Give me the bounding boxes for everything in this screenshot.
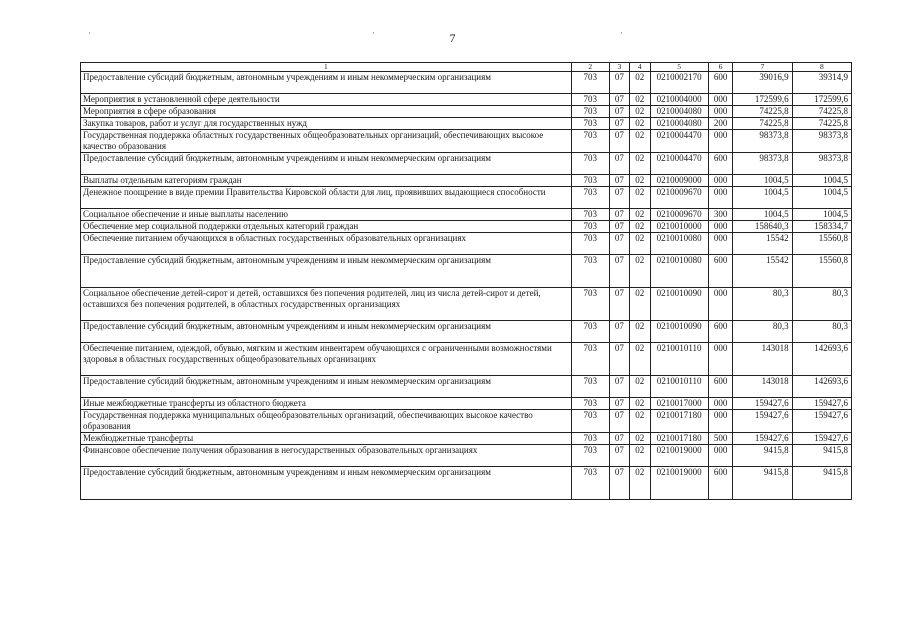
- row-code-ministry: 703: [571, 94, 609, 106]
- row-code-target: 0210004080: [650, 106, 708, 118]
- row-amount-col8: 15560,8: [792, 255, 851, 288]
- row-code-target: 0210010090: [650, 321, 708, 343]
- row-amount-col8: 159427,6: [792, 410, 851, 433]
- row-amount-col8: 158334,7: [792, 221, 851, 233]
- row-code-ministry: 703: [571, 221, 609, 233]
- row-amount-col8: 98373,8: [792, 153, 851, 175]
- row-code-target: 0210004000: [650, 94, 708, 106]
- row-code-expense-type: 000: [708, 175, 733, 187]
- row-code-target: 0210019000: [650, 467, 708, 500]
- row-code-target: 0210017180: [650, 433, 708, 445]
- row-name: Денежное поощрение в виде премии Правительства Кировской области для лиц, проявивших выдающиеся способности: [81, 187, 572, 209]
- table-row: [81, 221, 852, 233]
- table-row: [81, 376, 852, 398]
- table-row: [81, 467, 852, 500]
- row-code-expense-type: 000: [708, 130, 733, 153]
- row-code-expense-type: 000: [708, 398, 733, 410]
- row-code-target: 0210010080: [650, 233, 708, 255]
- row-amount-col8: 9415,8: [792, 445, 851, 467]
- row-code-target: 0210009000: [650, 175, 708, 187]
- scan-speck: ·: [620, 28, 623, 38]
- column-header: 1: [81, 63, 572, 72]
- row-code-subsection: 02: [630, 433, 650, 445]
- table-row: [81, 288, 852, 321]
- row-amount-col7: 1004,5: [733, 175, 792, 187]
- row-code-section: 07: [609, 410, 629, 433]
- row-code-subsection: 02: [630, 175, 650, 187]
- row-code-section: 07: [609, 433, 629, 445]
- row-code-subsection: 02: [630, 72, 650, 94]
- table-row: [81, 445, 852, 467]
- row-code-ministry: 703: [571, 130, 609, 153]
- row-code-section: 07: [609, 445, 629, 467]
- row-amount-col7: 1004,5: [733, 209, 792, 221]
- row-amount-col8: 159427,6: [792, 398, 851, 410]
- row-name: Мероприятия в установленной сфере деятельности: [81, 94, 572, 106]
- row-name: Выплаты отдельным категориям граждан: [81, 175, 572, 187]
- row-name: Обеспечение питанием обучающихся в областных государственных образовательных организациях: [81, 233, 572, 255]
- row-amount-col7: 143018: [733, 343, 792, 376]
- column-header: 6: [708, 63, 733, 72]
- row-amount-col8: 98373,8: [792, 130, 851, 153]
- row-code-expense-type: 000: [708, 233, 733, 255]
- scan-speck: ·: [88, 28, 91, 38]
- row-amount-col8: 15560,8: [792, 233, 851, 255]
- row-amount-col8: 1004,5: [792, 175, 851, 187]
- column-header: 4: [630, 63, 650, 72]
- row-amount-col7: 15542: [733, 233, 792, 255]
- scan-speck: ·: [372, 28, 375, 38]
- row-code-subsection: 02: [630, 445, 650, 467]
- row-code-target: 0210017000: [650, 398, 708, 410]
- row-amount-col7: 98373,8: [733, 153, 792, 175]
- row-code-ministry: 703: [571, 72, 609, 94]
- row-code-section: 07: [609, 398, 629, 410]
- row-code-subsection: 02: [630, 343, 650, 376]
- table-row: [81, 321, 852, 343]
- row-code-target: 0210019000: [650, 445, 708, 467]
- table-body: [81, 72, 852, 500]
- row-code-expense-type: 000: [708, 410, 733, 433]
- row-code-subsection: 02: [630, 118, 650, 130]
- row-code-ministry: 703: [571, 153, 609, 175]
- row-code-subsection: 02: [630, 106, 650, 118]
- row-code-expense-type: 500: [708, 433, 733, 445]
- row-code-target: 0210010110: [650, 376, 708, 398]
- row-amount-col8: 80,3: [792, 321, 851, 343]
- row-code-section: 07: [609, 72, 629, 94]
- row-amount-col7: 172599,6: [733, 94, 792, 106]
- row-code-expense-type: 600: [708, 467, 733, 500]
- row-amount-col7: 159427,6: [733, 398, 792, 410]
- table-row: [81, 94, 852, 106]
- row-code-subsection: 02: [630, 398, 650, 410]
- row-code-target: 0210009670: [650, 209, 708, 221]
- row-code-ministry: 703: [571, 445, 609, 467]
- row-code-ministry: 703: [571, 233, 609, 255]
- row-code-ministry: 703: [571, 410, 609, 433]
- row-code-section: 07: [609, 321, 629, 343]
- row-code-expense-type: 600: [708, 153, 733, 175]
- row-code-section: 07: [609, 233, 629, 255]
- row-code-subsection: 02: [630, 255, 650, 288]
- row-code-ministry: 703: [571, 467, 609, 500]
- row-amount-col7: 9415,8: [733, 445, 792, 467]
- row-name: Обеспечение мер социальной поддержки отдельных категорий граждан: [81, 221, 572, 233]
- row-code-subsection: 02: [630, 233, 650, 255]
- row-code-section: 07: [609, 467, 629, 500]
- row-code-target: 0210010000: [650, 221, 708, 233]
- row-code-section: 07: [609, 343, 629, 376]
- row-code-subsection: 02: [630, 221, 650, 233]
- row-name: Мероприятия в сфере образования: [81, 106, 572, 118]
- row-code-subsection: 02: [630, 410, 650, 433]
- column-header: 3: [609, 63, 629, 72]
- row-name: Государственная поддержка областных государственных общеобразовательных организаций, обеспечивающих высокое качество образования: [81, 130, 572, 153]
- row-code-ministry: 703: [571, 175, 609, 187]
- row-code-subsection: 02: [630, 321, 650, 343]
- row-name: Предоставление субсидий бюджетным, автономным учреждениям и иным некоммерческим организациям: [81, 376, 572, 398]
- row-name: Предоставление субсидий бюджетным, автономным учреждениям и иным некоммерческим организациям: [81, 255, 572, 288]
- row-amount-col8: 9415,8: [792, 467, 851, 500]
- row-code-target: 0210010080: [650, 255, 708, 288]
- row-code-target: 0210010090: [650, 288, 708, 321]
- row-amount-col7: 80,3: [733, 321, 792, 343]
- row-code-target: 0210004470: [650, 153, 708, 175]
- table-row: [81, 255, 852, 288]
- row-amount-col8: 159427,6: [792, 433, 851, 445]
- column-header: 5: [650, 63, 708, 72]
- row-amount-col8: 80,3: [792, 288, 851, 321]
- row-code-target: 0210004470: [650, 130, 708, 153]
- row-amount-col7: 159427,6: [733, 433, 792, 445]
- row-code-expense-type: 000: [708, 288, 733, 321]
- row-code-subsection: 02: [630, 288, 650, 321]
- table-row: [81, 106, 852, 118]
- row-name: Социальное обеспечение детей-сирот и детей, оставшихся без попечения родителей, лиц из числа детей-сирот и детей, оставшихся без попечения родителей, в областных государственных организациях: [81, 288, 572, 321]
- row-code-target: 0210002170: [650, 72, 708, 94]
- row-code-target: 0210017180: [650, 410, 708, 433]
- budget-table: [80, 62, 852, 500]
- row-code-ministry: 703: [571, 433, 609, 445]
- row-code-section: 07: [609, 106, 629, 118]
- row-code-ministry: 703: [571, 209, 609, 221]
- row-code-target: 0210010110: [650, 343, 708, 376]
- table-row: [81, 343, 852, 376]
- row-code-subsection: 02: [630, 153, 650, 175]
- row-amount-col7: 143018: [733, 376, 792, 398]
- row-code-section: 07: [609, 255, 629, 288]
- row-code-section: 07: [609, 175, 629, 187]
- row-code-expense-type: 200: [708, 118, 733, 130]
- row-amount-col7: 74225,8: [733, 106, 792, 118]
- row-code-target: 0210009670: [650, 187, 708, 209]
- row-code-ministry: 703: [571, 288, 609, 321]
- table-row: [81, 118, 852, 130]
- row-name: Предоставление субсидий бюджетным, автономным учреждениям и иным некоммерческим организациям: [81, 72, 572, 94]
- row-name: Межбюджетные трансферты: [81, 433, 572, 445]
- row-amount-col7: 39016,9: [733, 72, 792, 94]
- row-amount-col7: 1004,5: [733, 187, 792, 209]
- row-code-expense-type: 300: [708, 209, 733, 221]
- row-name: Предоставление субсидий бюджетным, автономным учреждениям и иным некоммерческим организациям: [81, 467, 572, 500]
- row-name: Иные межбюджетные трансферты из областного бюджета: [81, 398, 572, 410]
- row-code-subsection: 02: [630, 209, 650, 221]
- row-name: Обеспечение питанием, одеждой, обувью, мягким и жестким инвентарем обучающихся с ограниченными возможностями здоровья в областных государственных общеобразовательных организациях: [81, 343, 572, 376]
- row-code-subsection: 02: [630, 187, 650, 209]
- table-row: [81, 153, 852, 175]
- row-amount-col7: 9415,8: [733, 467, 792, 500]
- row-amount-col8: 74225,8: [792, 118, 851, 130]
- row-amount-col8: 142693,6: [792, 376, 851, 398]
- row-name: Финансовое обеспечение получения образования в негосударственных образовательных организациях: [81, 445, 572, 467]
- table-row: [81, 209, 852, 221]
- row-code-ministry: 703: [571, 343, 609, 376]
- row-code-section: 07: [609, 221, 629, 233]
- row-code-expense-type: 600: [708, 255, 733, 288]
- row-code-subsection: 02: [630, 467, 650, 500]
- row-code-ministry: 703: [571, 255, 609, 288]
- row-name: Социальное обеспечение и иные выплаты населению: [81, 209, 572, 221]
- column-header: 8: [792, 63, 851, 72]
- row-code-subsection: 02: [630, 376, 650, 398]
- table-row: [81, 130, 852, 153]
- row-code-expense-type: 000: [708, 445, 733, 467]
- row-amount-col7: 98373,8: [733, 130, 792, 153]
- row-code-expense-type: 000: [708, 221, 733, 233]
- table-row: [81, 72, 852, 94]
- row-code-ministry: 703: [571, 321, 609, 343]
- row-code-subsection: 02: [630, 94, 650, 106]
- row-code-section: 07: [609, 118, 629, 130]
- row-name: Закупка товаров, работ и услуг для государственных нужд: [81, 118, 572, 130]
- row-amount-col7: 159427,6: [733, 410, 792, 433]
- row-amount-col7: 80,3: [733, 288, 792, 321]
- page-number: 7: [449, 31, 456, 45]
- row-amount-col8: 1004,5: [792, 209, 851, 221]
- column-header: 7: [733, 63, 792, 72]
- row-code-section: 07: [609, 209, 629, 221]
- row-code-expense-type: 600: [708, 321, 733, 343]
- row-name: Предоставление субсидий бюджетным, автономным учреждениям и иным некоммерческим организациям: [81, 321, 572, 343]
- row-code-expense-type: 000: [708, 343, 733, 376]
- table-row: [81, 233, 852, 255]
- row-code-target: 0210004080: [650, 118, 708, 130]
- column-header: 2: [571, 63, 609, 72]
- row-amount-col8: 172599,6: [792, 94, 851, 106]
- row-code-ministry: 703: [571, 398, 609, 410]
- row-code-section: 07: [609, 288, 629, 321]
- row-code-section: 07: [609, 153, 629, 175]
- table-row: [81, 433, 852, 445]
- table-row: [81, 410, 852, 433]
- row-name: Предоставление субсидий бюджетным, автономным учреждениям и иным некоммерческим организациям: [81, 153, 572, 175]
- header-row: [81, 63, 852, 72]
- row-code-ministry: 703: [571, 118, 609, 130]
- row-code-expense-type: 000: [708, 94, 733, 106]
- row-code-ministry: 703: [571, 106, 609, 118]
- row-code-subsection: 02: [630, 130, 650, 153]
- row-code-expense-type: 600: [708, 376, 733, 398]
- row-amount-col7: 74225,8: [733, 118, 792, 130]
- row-name: Государственная поддержка муниципальных общеобразовательных организаций, обеспечивающих высокое качество образования: [81, 410, 572, 433]
- row-code-expense-type: 600: [708, 72, 733, 94]
- table-row: [81, 187, 852, 209]
- row-code-ministry: 703: [571, 376, 609, 398]
- row-code-section: 07: [609, 376, 629, 398]
- row-code-section: 07: [609, 130, 629, 153]
- row-code-section: 07: [609, 94, 629, 106]
- row-amount-col8: 142693,6: [792, 343, 851, 376]
- row-amount-col8: 74225,8: [792, 106, 851, 118]
- row-code-expense-type: 000: [708, 187, 733, 209]
- table-row: [81, 398, 852, 410]
- row-code-expense-type: 000: [708, 106, 733, 118]
- table-row: [81, 175, 852, 187]
- row-code-ministry: 703: [571, 187, 609, 209]
- row-code-section: 07: [609, 187, 629, 209]
- row-amount-col8: 1004,5: [792, 187, 851, 209]
- row-amount-col7: 15542: [733, 255, 792, 288]
- row-amount-col7: 158640,3: [733, 221, 792, 233]
- row-amount-col8: 39314,9: [792, 72, 851, 94]
